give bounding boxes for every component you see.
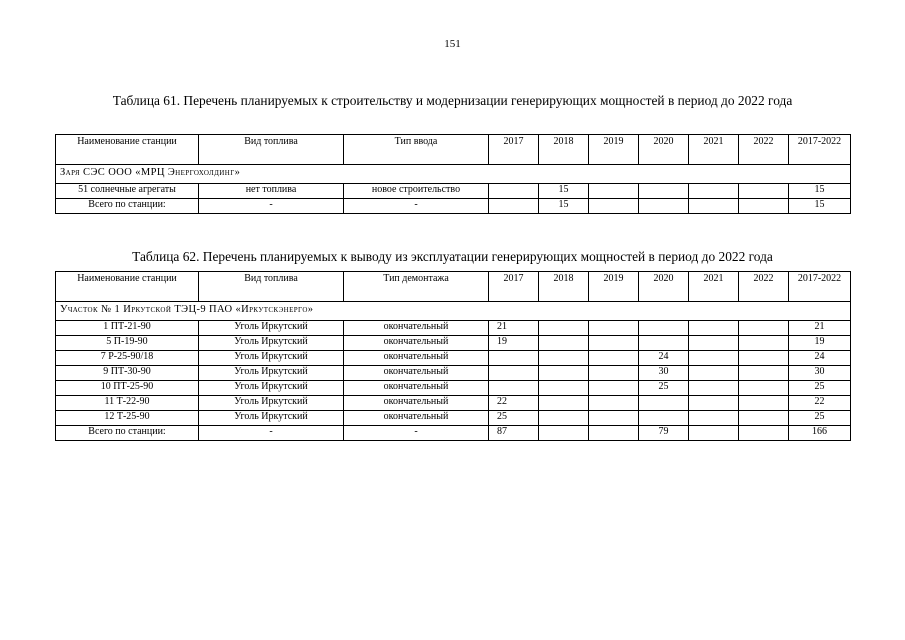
cell-2017: 21 [489, 321, 539, 336]
cell-total: 25 [789, 381, 851, 396]
cell-fuel: Уголь Иркутский [199, 351, 344, 366]
header-fuel: Вид топлива [199, 135, 344, 165]
cell-2019 [589, 381, 639, 396]
cell-station: 7 Р-25-90/18 [56, 351, 199, 366]
header-2020: 2020 [639, 272, 689, 302]
cell-type: окончательный [344, 381, 489, 396]
cell-2020: 79 [639, 426, 689, 441]
cell-2017: 25 [489, 411, 539, 426]
cell-2019 [589, 411, 639, 426]
cell-2021 [689, 396, 739, 411]
table-row [56, 396, 851, 411]
table-row [56, 351, 851, 366]
cell-2022 [739, 396, 789, 411]
table-row [56, 381, 851, 396]
cell-2021 [689, 351, 739, 366]
table-row [56, 184, 851, 199]
cell-2021 [689, 381, 739, 396]
table-62-title: Таблица 62. Перечень планируемых к выводу из эксплуатации генерирующих мощностей в период до 2022 года [132, 249, 773, 264]
cell-2021 [689, 366, 739, 381]
cell-type: новое строительство [344, 184, 489, 199]
header-2021: 2021 [689, 135, 739, 165]
cell-2022 [739, 184, 789, 199]
cell-fuel: Уголь Иркутский [199, 321, 344, 336]
cell-2020 [639, 184, 689, 199]
cell-2017: 22 [489, 396, 539, 411]
cell-type: окончательный [344, 366, 489, 381]
cell-2020: 25 [639, 381, 689, 396]
cell-2019 [589, 366, 639, 381]
table-row [56, 336, 851, 351]
header-2022: 2022 [739, 135, 789, 165]
cell-type: окончательный [344, 351, 489, 366]
cell-station: 1 ПТ-21-90 [56, 321, 199, 336]
cell-2022 [739, 411, 789, 426]
table-row [56, 411, 851, 426]
cell-2020 [639, 321, 689, 336]
cell-2019 [589, 199, 639, 214]
table-row [56, 321, 851, 336]
cell-2019 [589, 426, 639, 441]
cell-2020: 24 [639, 351, 689, 366]
cell-2022 [739, 381, 789, 396]
header-total: 2017-2022 [789, 135, 851, 165]
cell-2018 [539, 336, 589, 351]
cell-fuel: Уголь Иркутский [199, 336, 344, 351]
cell-2018 [539, 381, 589, 396]
cell-total: 15 [789, 199, 851, 214]
cell-2022 [739, 351, 789, 366]
cell-2017 [489, 184, 539, 199]
total-row [56, 199, 851, 214]
cell-2017: 87 [489, 426, 539, 441]
header-type: Тип демонтажа [344, 272, 489, 302]
header-type: Тип ввода [344, 135, 489, 165]
header-2022: 2022 [739, 272, 789, 302]
header-2019: 2019 [589, 272, 639, 302]
cell-total: 15 [789, 184, 851, 199]
cell-2019 [589, 351, 639, 366]
cell-2017 [489, 199, 539, 214]
header-station: Наименование станции [56, 272, 199, 302]
cell-2018 [539, 426, 589, 441]
cell-total: 166 [789, 426, 851, 441]
cell-fuel: Уголь Иркутский [199, 396, 344, 411]
header-2018: 2018 [539, 135, 589, 165]
table-61-header-row [56, 135, 851, 165]
cell-2019 [589, 321, 639, 336]
cell-total: 30 [789, 366, 851, 381]
cell-fuel: нет топлива [199, 184, 344, 199]
cell-2020 [639, 199, 689, 214]
header-2018: 2018 [539, 272, 589, 302]
cell-2018 [539, 366, 589, 381]
header-2019: 2019 [589, 135, 639, 165]
cell-station: 10 ПТ-25-90 [56, 381, 199, 396]
cell-station: 9 ПТ-30-90 [56, 366, 199, 381]
header-2017: 2017 [489, 272, 539, 302]
cell-station: 51 солнечные агрегаты [56, 184, 199, 199]
header-fuel: Вид топлива [199, 272, 344, 302]
group-row [56, 302, 851, 321]
cell-station: Всего по станции: [56, 426, 199, 441]
cell-2021 [689, 411, 739, 426]
cell-2020 [639, 336, 689, 351]
cell-2021 [689, 199, 739, 214]
cell-station: Всего по станции: [56, 199, 199, 214]
table-62-header-row [56, 272, 851, 302]
cell-fuel: Уголь Иркутский [199, 366, 344, 381]
cell-type: окончательный [344, 396, 489, 411]
header-station: Наименование станции [56, 135, 199, 165]
cell-2018 [539, 351, 589, 366]
cell-2018 [539, 321, 589, 336]
cell-type: - [344, 426, 489, 441]
cell-2021 [689, 426, 739, 441]
cell-2017 [489, 366, 539, 381]
cell-2020: 30 [639, 366, 689, 381]
cell-2022 [739, 336, 789, 351]
cell-fuel: Уголь Иркутский [199, 381, 344, 396]
cell-station: 5 П-19-90 [56, 336, 199, 351]
cell-total: 24 [789, 351, 851, 366]
cell-station: 12 Т-25-90 [56, 411, 199, 426]
cell-2019 [589, 184, 639, 199]
cell-2022 [739, 366, 789, 381]
cell-total: 19 [789, 336, 851, 351]
cell-2017 [489, 381, 539, 396]
cell-type: окончательный [344, 321, 489, 336]
header-2020: 2020 [639, 135, 689, 165]
cell-2022 [739, 199, 789, 214]
table-61-title: Таблица 61. Перечень планируемых к строительству и модернизации генерирующих мощностей в период до 2022 года [112, 93, 793, 108]
cell-2021 [689, 184, 739, 199]
header-2021: 2021 [689, 272, 739, 302]
cell-2018: 15 [539, 199, 589, 214]
cell-fuel: - [199, 199, 344, 214]
cell-2017: 19 [489, 336, 539, 351]
cell-fuel: - [199, 426, 344, 441]
total-row [56, 426, 851, 441]
cell-2019 [589, 336, 639, 351]
cell-2022 [739, 321, 789, 336]
cell-total: 22 [789, 396, 851, 411]
group-row [56, 165, 851, 184]
cell-2020 [639, 396, 689, 411]
group-name: Заря СЭС ООО «МРЦ Энергохолдинг» [56, 165, 851, 184]
cell-2021 [689, 336, 739, 351]
cell-type: - [344, 199, 489, 214]
header-2017: 2017 [489, 135, 539, 165]
table-62 [55, 271, 851, 441]
cell-2018 [539, 396, 589, 411]
cell-2018: 15 [539, 184, 589, 199]
cell-2019 [589, 396, 639, 411]
page-number: 151 [444, 38, 461, 50]
header-total: 2017-2022 [789, 272, 851, 302]
cell-2021 [689, 321, 739, 336]
cell-type: окончательный [344, 336, 489, 351]
cell-fuel: Уголь Иркутский [199, 411, 344, 426]
cell-station: 11 Т-22-90 [56, 396, 199, 411]
cell-2022 [739, 426, 789, 441]
cell-2017 [489, 351, 539, 366]
cell-total: 25 [789, 411, 851, 426]
cell-total: 21 [789, 321, 851, 336]
cell-2018 [539, 411, 589, 426]
table-61 [55, 134, 851, 214]
group-name: Участок № 1 Иркутской ТЭЦ-9 ПАО «Иркутскэнерго» [56, 302, 851, 321]
table-row [56, 366, 851, 381]
cell-type: окончательный [344, 411, 489, 426]
cell-2020 [639, 411, 689, 426]
